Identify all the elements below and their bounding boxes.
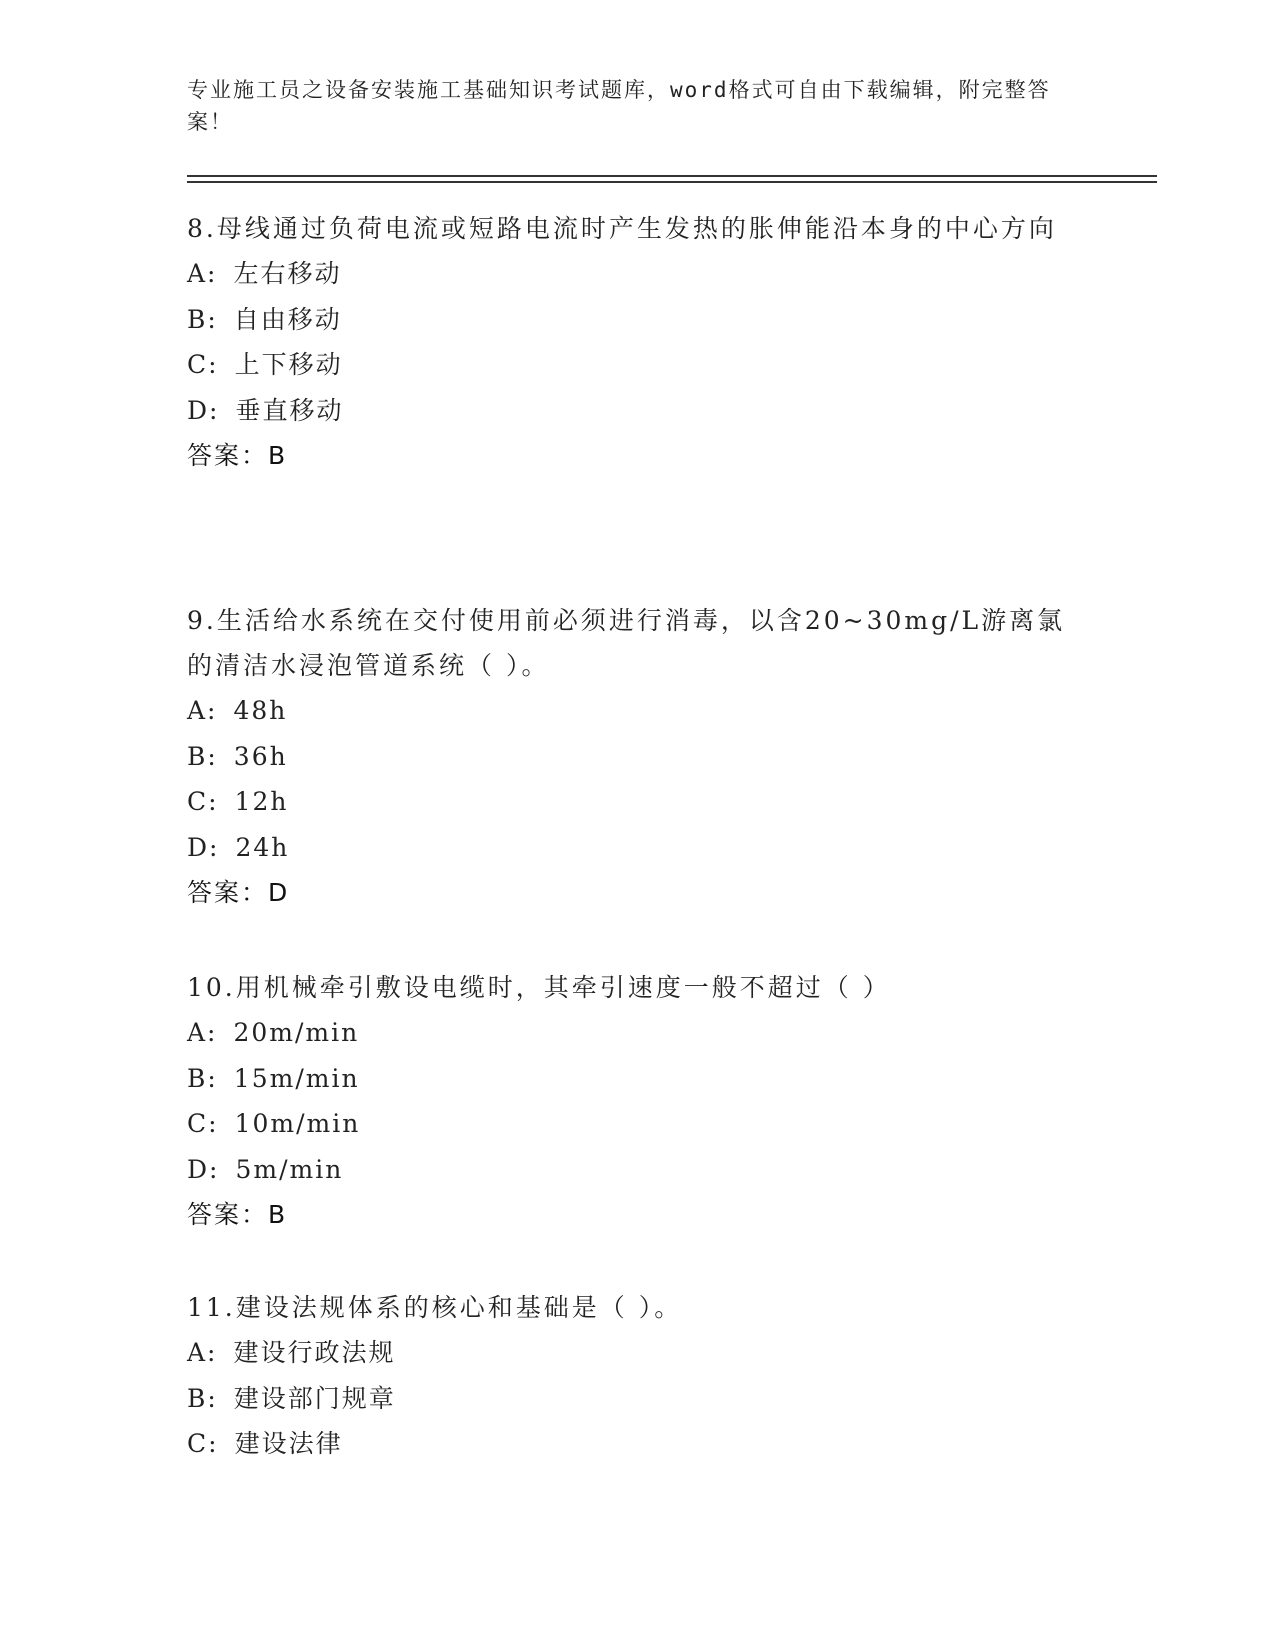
option-label: D: — [187, 1154, 220, 1184]
question-9 — [187, 598, 1067, 916]
option-b — [187, 1376, 1067, 1422]
option-text: 24h — [235, 832, 290, 862]
option-label: C: — [187, 1109, 219, 1138]
option-text: 12h — [234, 787, 289, 816]
option-text: 建设部门规章 — [233, 1383, 396, 1413]
option-label: B: — [187, 304, 218, 334]
option-text: 建设行政法规 — [233, 1338, 396, 1367]
document-header: 专业施工员之设备安装施工基础知识考试题库，word格式可自由下载编辑，附完整答案！ — [187, 78, 1051, 134]
header-divider-top — [187, 175, 1157, 177]
answer-line: 答案：B — [187, 1200, 288, 1229]
option-label: C: — [187, 1429, 219, 1458]
option-c — [187, 1421, 1067, 1467]
option-label: A: — [187, 1338, 218, 1367]
option-text: 48h — [233, 696, 288, 725]
option-text: 5m/min — [235, 1154, 344, 1184]
question-11 — [187, 1285, 1067, 1467]
option-label: D: — [187, 395, 220, 425]
option-b — [187, 1056, 1067, 1102]
option-c — [187, 779, 1067, 825]
option-d — [187, 1147, 1067, 1193]
question-stem: 11.建设法规体系的核心和基础是（ ）。 — [187, 1293, 683, 1322]
option-label: C: — [187, 350, 219, 379]
option-label: B: — [187, 1063, 218, 1093]
option-label: A: — [187, 696, 218, 725]
option-label: B: — [187, 1383, 218, 1413]
option-text: 15m/min — [233, 1063, 360, 1093]
question-stem: 10.用机械牵引敷设电缆时，其牵引速度一般不超过（ ） — [187, 973, 891, 1002]
option-text: 自由移动 — [233, 304, 342, 334]
option-a — [187, 1010, 1067, 1056]
option-b — [187, 734, 1067, 780]
option-label: B: — [187, 741, 218, 771]
option-text: 上下移动 — [234, 350, 343, 379]
question-8 — [187, 206, 1067, 479]
option-label: D: — [187, 832, 220, 862]
option-a — [187, 1330, 1067, 1376]
question-stem: 9.生活给水系统在交付使用前必须进行消毒，以含20~30mg/L游离氯的清洁水浸泡管道系统（ ）。 — [187, 606, 1066, 680]
option-text: 左右移动 — [233, 259, 342, 288]
option-b — [187, 297, 1067, 343]
option-text: 36h — [233, 741, 288, 771]
option-a — [187, 688, 1067, 734]
option-label: A: — [187, 259, 218, 288]
option-text: 20m/min — [233, 1018, 360, 1047]
option-c — [187, 1101, 1067, 1147]
header-divider-bottom — [187, 181, 1157, 183]
option-text: 垂直移动 — [235, 395, 344, 425]
answer-line: 答案：B — [187, 441, 288, 470]
option-label: A: — [187, 1018, 218, 1047]
question-stem: 8.母线通过负荷电流或短路电流时产生发热的胀伸能沿本身的中心方向 — [187, 214, 1057, 243]
option-text: 建设法律 — [234, 1429, 343, 1458]
question-10 — [187, 965, 1067, 1238]
option-d — [187, 388, 1067, 434]
option-label: C: — [187, 787, 219, 816]
option-d — [187, 825, 1067, 871]
option-c — [187, 342, 1067, 388]
answer-line: 答案：D — [187, 878, 290, 907]
option-a — [187, 251, 1067, 297]
option-text: 10m/min — [234, 1109, 361, 1138]
